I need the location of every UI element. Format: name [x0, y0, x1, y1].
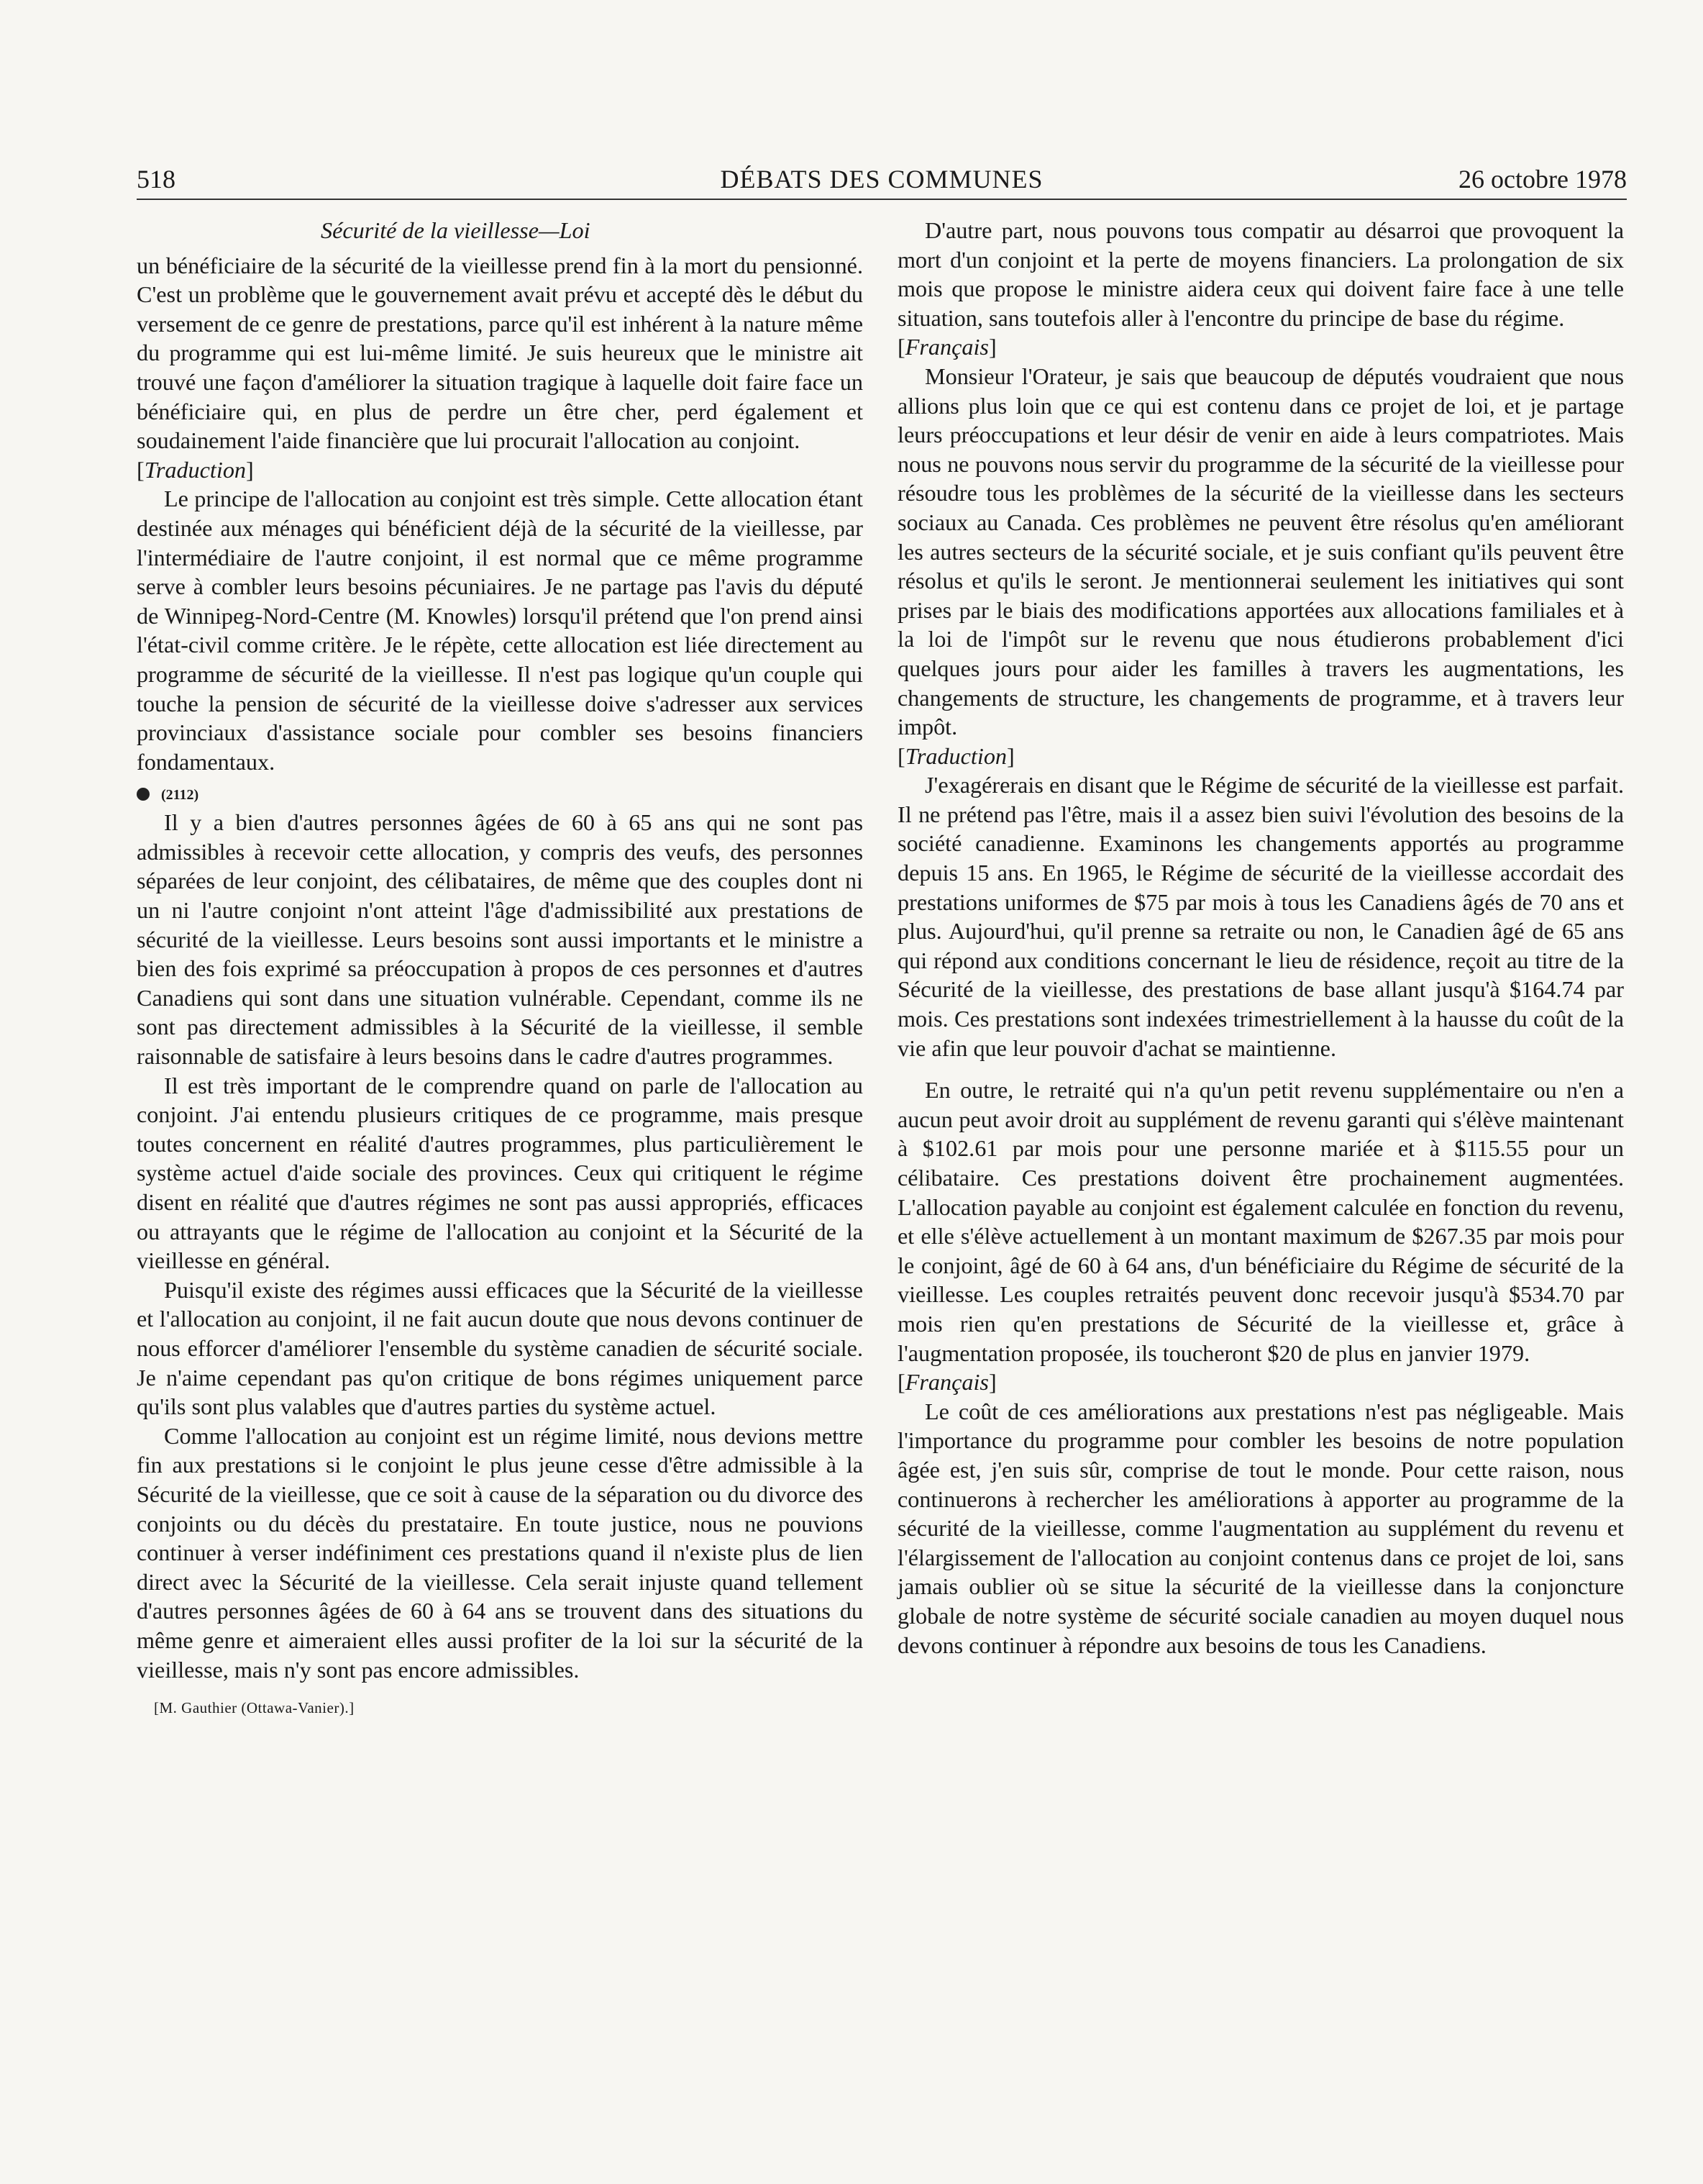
- speaker-attribution: [M. Gauthier (Ottawa-Vanier).]: [154, 1699, 355, 1717]
- time-marker: [137, 782, 863, 808]
- paragraph-gap: [898, 1063, 1624, 1075]
- right-column: [898, 216, 1624, 1660]
- language-tag-text: Français: [905, 1369, 989, 1396]
- bullet-icon: [137, 788, 150, 801]
- header-date: 26 octobre 1978: [1458, 165, 1627, 194]
- paragraph: Monsieur l'Orateur, je sais que beaucoup de députés voudraient que nous allions plus loin que ce qui est contenu dans ce projet de loi, et je partage leurs préoccupations et leur désir de venir en aide à leurs compatriotes. Mais nous ne pouvons nous servir du programme de la sécurité de la vieillesse pour résoudre tous les problèmes de la sécurité de la vieillesse dans les secteurs sociaux au Canada. Ces problèmes ne peuvent être résolus qu'en améliorant les autres secteurs de la sécurité sociale, et je suis confiant qu'ils peuvent être résolus et qu'ils le seront. Je mentionnerai seulement les initiatives qui sont prises par le biais des modifications apportées aux allocations familiales et à la loi de l'impôt sur le revenu que nous étudierons probablement d'ici quelques jours pour aider les familles à travers les augmentations, les changements de structure, les changements de programme, et à travers leur impôt.: [898, 363, 1624, 740]
- paragraph: Comme l'allocation au conjoint est un régime limité, nous devions mettre fin aux prestations si le conjoint le plus jeune cesse d'être admissible à la Sécurité de la vieillesse, que ce soit à cause de la séparation ou du divorce des conjoints ou du décès du prestataire. En toute justice, nous ne pouvions continuer à verser indéfiniment ces prestations quand il n'existe plus de lien direct avec la Sécurité de la vieillesse. Cela serait injuste quand tellement d'autres personnes âgées de 60 à 64 ans se trouvent dans des situations du même genre et aimeraient elles aussi profiter de la loi sur la sécurité de la vieillesse, mais n'y sont pas encore admissibles.: [137, 1422, 863, 1683]
- paragraph: Il y a bien d'autres personnes âgées de 60 à 65 ans qui ne sont pas admissibles à recevoir cette allocation, y compris des veufs, des personnes séparées de leur conjoint, des célibataires, de même que des couples dont ni un ni l'autre conjoint n'ont atteint l'âge d'admissibilité aux prestations de sécurité de la vieillesse. Leurs besoins sont aussi importants et le ministre a bien des fois exprimé sa préoccupation à propos de ces personnes et d'autres Canadiens qui sont dans une situation vulnérable. Cependant, comme ils ne sont pas directement admissibles à la Sécurité de la vieillesse, il semble raisonnable de satisfaire à leurs besoins dans le cadre d'autres programmes.: [137, 809, 863, 1070]
- language-tag-text: Traduction: [144, 456, 247, 483]
- subject-heading: Sécurité de la vieillesse—Loi: [321, 217, 590, 243]
- paragraph: J'exagérerais en disant que le Régime de sécurité de la vieillesse est parfait. Il ne prétend pas l'être, mais il a assez bien suivi l'évolution des besoins de la société canadienne. Examinons les changements apportés au programme depuis 15 ans. En 1965, le Régime de sécurité de la vieillesse accordait des prestations uniformes de $75 par mois à tous les Canadiens âgés de 70 ans et plus. Aujourd'hui, qu'il prenne sa retraite ou non, le Canadien âgé de 65 ans qui répond aux conditions concernant le lieu de résidence, reçoit au titre de la Sécurité de la vieillesse, des prestations de base allant jusqu'à $164.74 par mois. Ces prestations sont indexées trimestriellement à la hausse du coût de la vie afin que leur pouvoir d'achat se maintienne.: [898, 772, 1624, 1061]
- language-tag-text: Traduction: [905, 742, 1008, 769]
- language-tag-text: Français: [905, 334, 989, 360]
- paragraph: Le coût de ces améliorations aux prestations n'est pas négligeable. Mais l'importance du programme pour combler les besoins de notre population âgée est, j'en suis sûr, comprise de tout le monde. Pour cette raison, nous continuerons à rechercher les améliorations à apporter au programme de la sécurité de la vieillesse, comme l'augmentation au supplément du revenu et l'élargissement de l'allocation au conjoint contenus dans ce projet de loi, sans jamais oublier où se situe la sécurité de la vieillesse dans la conjoncture globale de notre système de sécurité sociale canadien au moyen duquel nous devons continuer à répondre aux besoins de tous les Canadiens.: [898, 1398, 1624, 1658]
- language-tag: [Français]: [898, 334, 997, 360]
- running-header: [137, 160, 1627, 200]
- paragraph: D'autre part, nous pouvons tous compatir au désarroi que provoquent la mort d'un conjoint et la perte de moyens financiers. La prolongation de six mois que propose le ministre aidera ceux qui doivent faire face à une telle situation, sans toutefois aller à l'encontre du principe de base du régime.: [898, 217, 1624, 331]
- language-tag: [Traduction]: [898, 742, 1015, 769]
- language-tag: [Français]: [898, 1369, 997, 1396]
- paragraph: Puisqu'il existe des régimes aussi efficaces que la Sécurité de la vieillesse et l'allocation au conjoint, il ne fait aucun doute que nous devons continuer de nous efforcer d'améliorer l'ensemble du système canadien de sécurité sociale. Je n'aime cependant pas qu'on critique de bons régimes uniquement parce qu'ils sont plus valables que d'autres parties du système actuel.: [137, 1276, 863, 1420]
- paragraph: un bénéficiaire de la sécurité de la vieillesse prend fin à la mort du pensionné. C'est un problème que le gouvernement avait prévu et accepté dès le début du versement de ce genre de prestations, parce qu'il est inhérent à la nature même du programme qui est lui-même limité. Je suis heureux que le ministre ait trouvé une façon d'améliorer la situation tragique à laquelle doit faire face un bénéficiaire qui, en plus de perdre un être cher, perd également et soudainement l'aide financière que lui procurait l'allocation au conjoint.: [137, 252, 863, 454]
- paragraph: Le principe de l'allocation au conjoint est très simple. Cette allocation étant destinée aux ménages qui bénéficient déjà de la sécurité de la vieillesse, par l'intermédiaire de l'autre conjoint, il est normal que ce même programme serve à combler leurs besoins pécuniaires. Je ne partage pas l'avis du député de Winnipeg-Nord-Centre (M. Knowles) lorsqu'il prétend que l'on prend ainsi l'état-civil comme critère. Je le répète, cette allocation est liée directement au programme de sécurité de la vieillesse. Il n'est pas logique qu'un couple qui touche la pension de sécurité de la vieillesse doive s'adresser aux services provinciaux d'assistance sociale pour combler ses besoins financiers fondamentaux.: [137, 486, 863, 775]
- paragraph: Il est très important de le comprendre quand on parle de l'allocation au conjoint. J'ai entendu plusieurs critiques de ce programme, mais presque toutes concernent en réalité d'autres programmes, plus particulièrement le système actuel d'aide sociale des provinces. Ceux qui critiquent le régime disent en réalité que d'autres régimes ne sont pas aussi appropriés, efficaces ou attrayants que le régime de l'allocation au conjoint et la Sécurité de la vieillesse en général.: [137, 1072, 863, 1274]
- language-tag: [Traduction]: [137, 456, 254, 483]
- journal-title: DÉBATS DES COMMUNES: [720, 165, 1044, 194]
- paragraph: En outre, le retraité qui n'a qu'un petit revenu supplémentaire ou n'en a aucun peut avoir droit au supplément de revenu garanti qui s'élève maintenant à $102.61 par mois pour une personne mariée et à $115.55 pour un célibataire. Ces prestations doivent être prochainement augmentées. L'allocation payable au conjoint est également calculée en fonction du revenu, et elle s'élève actuellement à un montant maximum de $267.35 par mois pour le conjoint, âgé de 60 à 64 ans, d'un bénéficiaire du Régime de sécurité de la vieillesse. Les couples retraités peuvent donc recevoir jusqu'à $534.70 par mois rien qu'en prestations de Sécurité de la vieillesse et, grâce à l'augmentation proposée, ils toucheront $20 de plus en janvier 1979.: [898, 1077, 1624, 1366]
- time-marker-text: (2112): [161, 787, 199, 804]
- page-number: 518: [137, 165, 175, 194]
- left-column: [137, 216, 863, 1719]
